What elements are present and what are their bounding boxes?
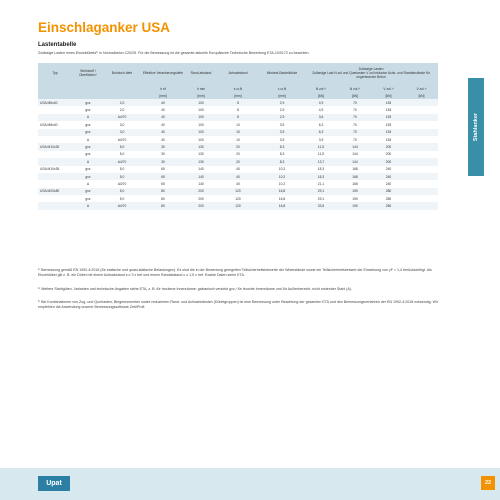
cell-value: 16,8 xyxy=(260,202,304,209)
cell-value: A4/70 xyxy=(104,158,140,165)
cell-empty xyxy=(405,202,438,209)
cell-value: 2,9 xyxy=(260,99,304,106)
cell-value: 10 xyxy=(216,136,260,143)
cell-value: 280 xyxy=(372,195,405,202)
table-row xyxy=(38,106,438,113)
header-sub-empty xyxy=(72,85,104,92)
cell-value: 2,0 xyxy=(104,106,140,113)
cell-value: 6,3 xyxy=(304,121,338,128)
cell-value: 40 xyxy=(140,121,186,128)
cell-value: 10,2 xyxy=(260,173,304,180)
cell-value: 40 xyxy=(140,99,186,106)
cell-material: gvz xyxy=(72,143,104,150)
cell-value: A4/70 xyxy=(104,136,140,143)
cell-value: A4/70 xyxy=(104,202,140,209)
cell-value: 200 xyxy=(186,195,216,202)
cell-value: 130 xyxy=(186,143,216,150)
cell-value: 153 xyxy=(372,114,405,121)
cell-value: 3,0 xyxy=(104,121,140,128)
cell-typ: USA M10x30 xyxy=(38,143,72,150)
cell-value: 2,0 xyxy=(104,99,140,106)
header-group xyxy=(304,63,438,85)
table-row xyxy=(38,136,438,143)
cell-typ xyxy=(38,136,72,143)
cell-empty xyxy=(405,188,438,195)
header-setztiefe: Effektive Verankerungstiefe xyxy=(140,63,186,85)
cell-material: gvz xyxy=(72,173,104,180)
cell-value: 240 xyxy=(372,180,405,187)
cell-value: 10 xyxy=(216,129,260,136)
cell-value: 140 xyxy=(186,180,216,187)
header-sub-cell: h min xyxy=(186,85,216,92)
cell-value: 65 xyxy=(140,180,186,187)
header-sub-cell: N zul ³⁾ xyxy=(338,85,372,92)
cell-value: 3,6 xyxy=(304,114,338,121)
cell-value: 168 xyxy=(338,173,372,180)
cell-value: 8,3 xyxy=(260,151,304,158)
cell-value: 120 xyxy=(216,202,260,209)
cell-value: 130 xyxy=(186,158,216,165)
cell-typ xyxy=(38,106,72,113)
cell-value: 2,9 xyxy=(260,106,304,113)
table-row xyxy=(38,166,438,173)
cell-value: 40 xyxy=(216,166,260,173)
cell-typ xyxy=(38,173,72,180)
cell-material: A xyxy=(72,114,104,121)
header-unit-cell: [kN] xyxy=(338,92,372,99)
cell-value: 70 xyxy=(338,121,372,128)
cell-value: 3,9 xyxy=(260,121,304,128)
cell-typ xyxy=(38,158,72,165)
cell-typ: USA M8x40 xyxy=(38,121,72,128)
header-unit-empty xyxy=(38,92,72,99)
cell-value: A4/70 xyxy=(104,114,140,121)
header-unit-cell: [mm] xyxy=(186,92,216,99)
cell-value: 200 xyxy=(372,158,405,165)
cell-value: 153 xyxy=(372,129,405,136)
cell-value: 33,5 xyxy=(304,202,338,209)
cell-value: 18,3 xyxy=(304,173,338,180)
cell-value: 240 xyxy=(372,166,405,173)
cell-empty xyxy=(405,195,438,202)
header-sub-cell: h ef xyxy=(140,85,186,92)
cell-typ xyxy=(38,202,72,209)
cell-typ xyxy=(38,195,72,202)
cell-value: 5,0 xyxy=(104,195,140,202)
cell-value: 40 xyxy=(216,173,260,180)
header-group-desc: Zulässige Last N zul und Querlasten V zul inklusive Achs- und Randabstände für ungerissenen Beton xyxy=(312,71,430,79)
cell-value: 100 xyxy=(186,121,216,128)
header-sub-cell: V zul ³⁾ xyxy=(372,85,405,92)
cell-value: 65 xyxy=(140,173,186,180)
page-title: Einschlaganker USA xyxy=(38,20,171,35)
cell-value: 30 xyxy=(140,158,186,165)
cell-value: 5,0 xyxy=(104,173,140,180)
cell-material: gvz xyxy=(72,129,104,136)
cell-value: 5,0 xyxy=(104,188,140,195)
cell-material: gvz xyxy=(72,166,104,173)
cell-value: 120 xyxy=(216,188,260,195)
header-unit-cell: [kN] xyxy=(304,92,338,99)
cell-value: 11,5 xyxy=(304,151,338,158)
cell-empty xyxy=(405,129,438,136)
cell-value: 10,2 xyxy=(260,180,304,187)
cell-value: 16,8 xyxy=(260,188,304,195)
header-werkstoff: Werkstoff / Oberfläche²⁾ xyxy=(72,63,104,85)
cell-material: gvz xyxy=(72,188,104,195)
cell-value: 8 xyxy=(216,114,260,121)
cell-empty xyxy=(405,136,438,143)
cell-value: 29,1 xyxy=(304,188,338,195)
header-sub-empty xyxy=(38,85,72,92)
cell-value: 40 xyxy=(140,106,186,113)
cell-value: 153 xyxy=(372,121,405,128)
cell-empty xyxy=(405,121,438,128)
cell-value: 140 xyxy=(186,173,216,180)
cell-value: 153 xyxy=(372,136,405,143)
cell-value: 144 xyxy=(338,151,372,158)
section-subtitle: Lastentabelle xyxy=(38,42,77,48)
cell-value: 18,3 xyxy=(304,166,338,173)
cell-empty xyxy=(405,180,438,187)
cell-material: gvz xyxy=(72,121,104,128)
footnote-2: ²⁾ Weitere Stahlgüten, Varianten und technische Angaben siehe ETA, z. B. für trockene Innenräume; galvanisch verzinkt gvz / für feuchte Innenräume und für Außenbereich: nicht rostender Stahl (A). xyxy=(38,287,352,291)
header-sub-empty xyxy=(104,85,140,92)
cell-value: 20 xyxy=(216,158,260,165)
cell-empty xyxy=(405,173,438,180)
cell-value: 120 xyxy=(216,195,260,202)
cell-value: 168 xyxy=(338,166,372,173)
cell-value: 6,3 xyxy=(304,129,338,136)
cell-empty xyxy=(405,151,438,158)
cell-typ xyxy=(38,151,72,158)
cell-value: 168 xyxy=(338,180,372,187)
cell-value: 40 xyxy=(140,129,186,136)
cell-material: gvz xyxy=(72,195,104,202)
header-bauteildicke: Mindest-Bauteildicke xyxy=(260,63,304,85)
header-bohrloch: Bohrloch-tiefe xyxy=(104,63,140,85)
cell-material: A xyxy=(72,202,104,209)
brand-logo: Upat xyxy=(38,476,70,491)
cell-value: 240 xyxy=(372,173,405,180)
cell-material: A xyxy=(72,136,104,143)
cell-material: A xyxy=(72,180,104,187)
cell-value: 40 xyxy=(140,114,186,121)
cell-value: A4/70 xyxy=(104,180,140,187)
header-unitrow xyxy=(38,92,438,99)
cell-value: 30 xyxy=(140,143,186,150)
table-row xyxy=(38,121,438,128)
section-side-tab xyxy=(468,78,484,176)
cell-value: 8 xyxy=(216,99,260,106)
load-table-container xyxy=(38,63,438,210)
cell-value: 10 xyxy=(216,121,260,128)
table-row xyxy=(38,143,438,150)
table-row xyxy=(38,158,438,165)
cell-value: 70 xyxy=(338,99,372,106)
cell-value: 10,2 xyxy=(260,166,304,173)
cell-value: 280 xyxy=(372,188,405,195)
cell-typ xyxy=(38,114,72,121)
table-row xyxy=(38,99,438,106)
cell-value: 200 xyxy=(372,143,405,150)
cell-value: 100 xyxy=(186,114,216,121)
cell-value: 5,0 xyxy=(104,143,140,150)
cell-value: 70 xyxy=(338,136,372,143)
header-randabstand: Rand-abstand xyxy=(186,63,216,85)
header-sub-cell: N zul ³⁾ xyxy=(304,85,338,92)
table-row xyxy=(38,202,438,209)
header-sub-cell: c cr,N xyxy=(260,85,304,92)
table-row xyxy=(38,114,438,121)
footnote-3: ³⁾ Bei Kombinationen von Zug- und Querlasten, Biegemomenten sowie reduzierten Rand- und Achsabständen (Dübelgruppen) ist eine Bemessung unter Beachtung der gesamten ETA und den Bemessungsverfahren der EN 1992-4:2018 notwendig. Wir empfehlen die Anwendung unserer Bemessungssoftware ZebiProfi. xyxy=(38,300,438,310)
cell-value: 5,0 xyxy=(104,151,140,158)
cell-typ: USA M6x40 xyxy=(38,99,72,106)
cell-value: 200 xyxy=(186,202,216,209)
cell-value: 70 xyxy=(338,129,372,136)
cell-material: gvz xyxy=(72,106,104,113)
table-row xyxy=(38,180,438,187)
cell-value: 153 xyxy=(372,99,405,106)
cell-value: 29,1 xyxy=(304,195,338,202)
cell-value: 100 xyxy=(186,136,216,143)
table-row xyxy=(38,129,438,136)
cell-value: 40 xyxy=(140,136,186,143)
cell-material: A xyxy=(72,158,104,165)
table-row xyxy=(38,173,438,180)
cell-empty xyxy=(405,158,438,165)
cell-value: 80 xyxy=(140,188,186,195)
cell-value: 4,9 xyxy=(304,106,338,113)
table-row xyxy=(38,195,438,202)
cell-value: 16,8 xyxy=(260,195,304,202)
header-unit-cell: [mm] xyxy=(216,92,260,99)
cell-value: 8 xyxy=(216,106,260,113)
header-unit-cell: [mm] xyxy=(140,92,186,99)
cell-value: 3,9 xyxy=(260,136,304,143)
side-tab-label: Stahlanker xyxy=(473,112,479,142)
cell-value: 280 xyxy=(372,202,405,209)
cell-value: 100 xyxy=(186,129,216,136)
cell-value: 144 xyxy=(338,143,372,150)
cell-value: 30 xyxy=(140,151,186,158)
header-unit-cell: [mm] xyxy=(260,92,304,99)
header-typ: Typ xyxy=(38,63,72,85)
table-row xyxy=(38,151,438,158)
cell-value: 8,3 xyxy=(260,158,304,165)
header-unit-cell: [kN] xyxy=(405,92,438,99)
cell-value: 140 xyxy=(186,166,216,173)
footer-bar xyxy=(0,468,500,500)
header-subrow xyxy=(38,85,438,92)
load-table xyxy=(38,63,438,210)
header-sub-cell: V zul ³⁾ xyxy=(405,85,438,92)
cell-value: 20 xyxy=(216,143,260,150)
cell-value: 5,0 xyxy=(104,166,140,173)
cell-value: 20 xyxy=(216,151,260,158)
header-sub-cell: s cr,N xyxy=(216,85,260,92)
cell-value: 4,9 xyxy=(304,99,338,106)
header-group-title: Zulässige Lasten xyxy=(358,67,384,72)
cell-value: 70 xyxy=(338,106,372,113)
cell-typ: USA M10x35 xyxy=(38,166,72,173)
cell-typ xyxy=(38,129,72,136)
table-body xyxy=(38,99,438,210)
cell-value: 144 xyxy=(338,158,372,165)
cell-value: 65 xyxy=(140,166,186,173)
cell-empty xyxy=(405,99,438,106)
cell-typ xyxy=(38,180,72,187)
header-unit-empty xyxy=(104,92,140,99)
cell-value: 100 xyxy=(186,99,216,106)
cell-value: 11,5 xyxy=(304,143,338,150)
cell-empty xyxy=(405,114,438,121)
cell-value: 200 xyxy=(372,151,405,158)
cell-value: 3,0 xyxy=(104,129,140,136)
cell-value: 200 xyxy=(186,188,216,195)
footnote-1: ¹⁾ Bemessung gemäß EN 1992-4:2018 (für statische und quasi-statische Belastungen). Es sind die in der Bewertung geregelten Teilsicherheitsbeiwerte der Widerstände sowie ein Teilsicherheitsbeiwert der Einwirkung von γF = 1,4 berücksichtigt. Als Einzeldübel gilt z. B. ein Dübel mit einem Achsabstand s ≥ 3 x hef und einem Randabstand c ≥ 1,5 x hef. Exakte Daten siehe ETA. xyxy=(38,268,432,278)
cell-material: gvz xyxy=(72,99,104,106)
intro-text: Zulässige Lasten eines Einzeldübels¹⁾ in Normalbeton C20/25. Für die Bemessung ist die gesamte aktuelle Europäische Technische Bewertung ETA-10/0172 zu beachten. xyxy=(38,51,310,55)
cell-material: gvz xyxy=(72,151,104,158)
cell-value: 190 xyxy=(338,202,372,209)
cell-value: 70 xyxy=(338,114,372,121)
cell-value: 153 xyxy=(372,106,405,113)
cell-value: 2,9 xyxy=(260,114,304,121)
cell-empty xyxy=(405,106,438,113)
header-unit-cell: [kN] xyxy=(372,92,405,99)
cell-value: 80 xyxy=(140,202,186,209)
header-achsabstand: Achsabstand xyxy=(216,63,260,85)
header-unit-empty xyxy=(72,92,104,99)
cell-value: 13,7 xyxy=(304,158,338,165)
cell-value: 40 xyxy=(216,180,260,187)
cell-value: 21,1 xyxy=(304,180,338,187)
page-number: 22 xyxy=(481,476,495,490)
cell-value: 190 xyxy=(338,195,372,202)
cell-typ: USA M20x80 xyxy=(38,188,72,195)
cell-value: 8,3 xyxy=(260,143,304,150)
table-row xyxy=(38,188,438,195)
cell-value: 80 xyxy=(140,195,186,202)
cell-value: 130 xyxy=(186,151,216,158)
cell-value: 3,9 xyxy=(304,136,338,143)
cell-empty xyxy=(405,166,438,173)
cell-value: 190 xyxy=(338,188,372,195)
cell-value: 100 xyxy=(186,106,216,113)
cell-value: 3,9 xyxy=(260,129,304,136)
cell-empty xyxy=(405,143,438,150)
